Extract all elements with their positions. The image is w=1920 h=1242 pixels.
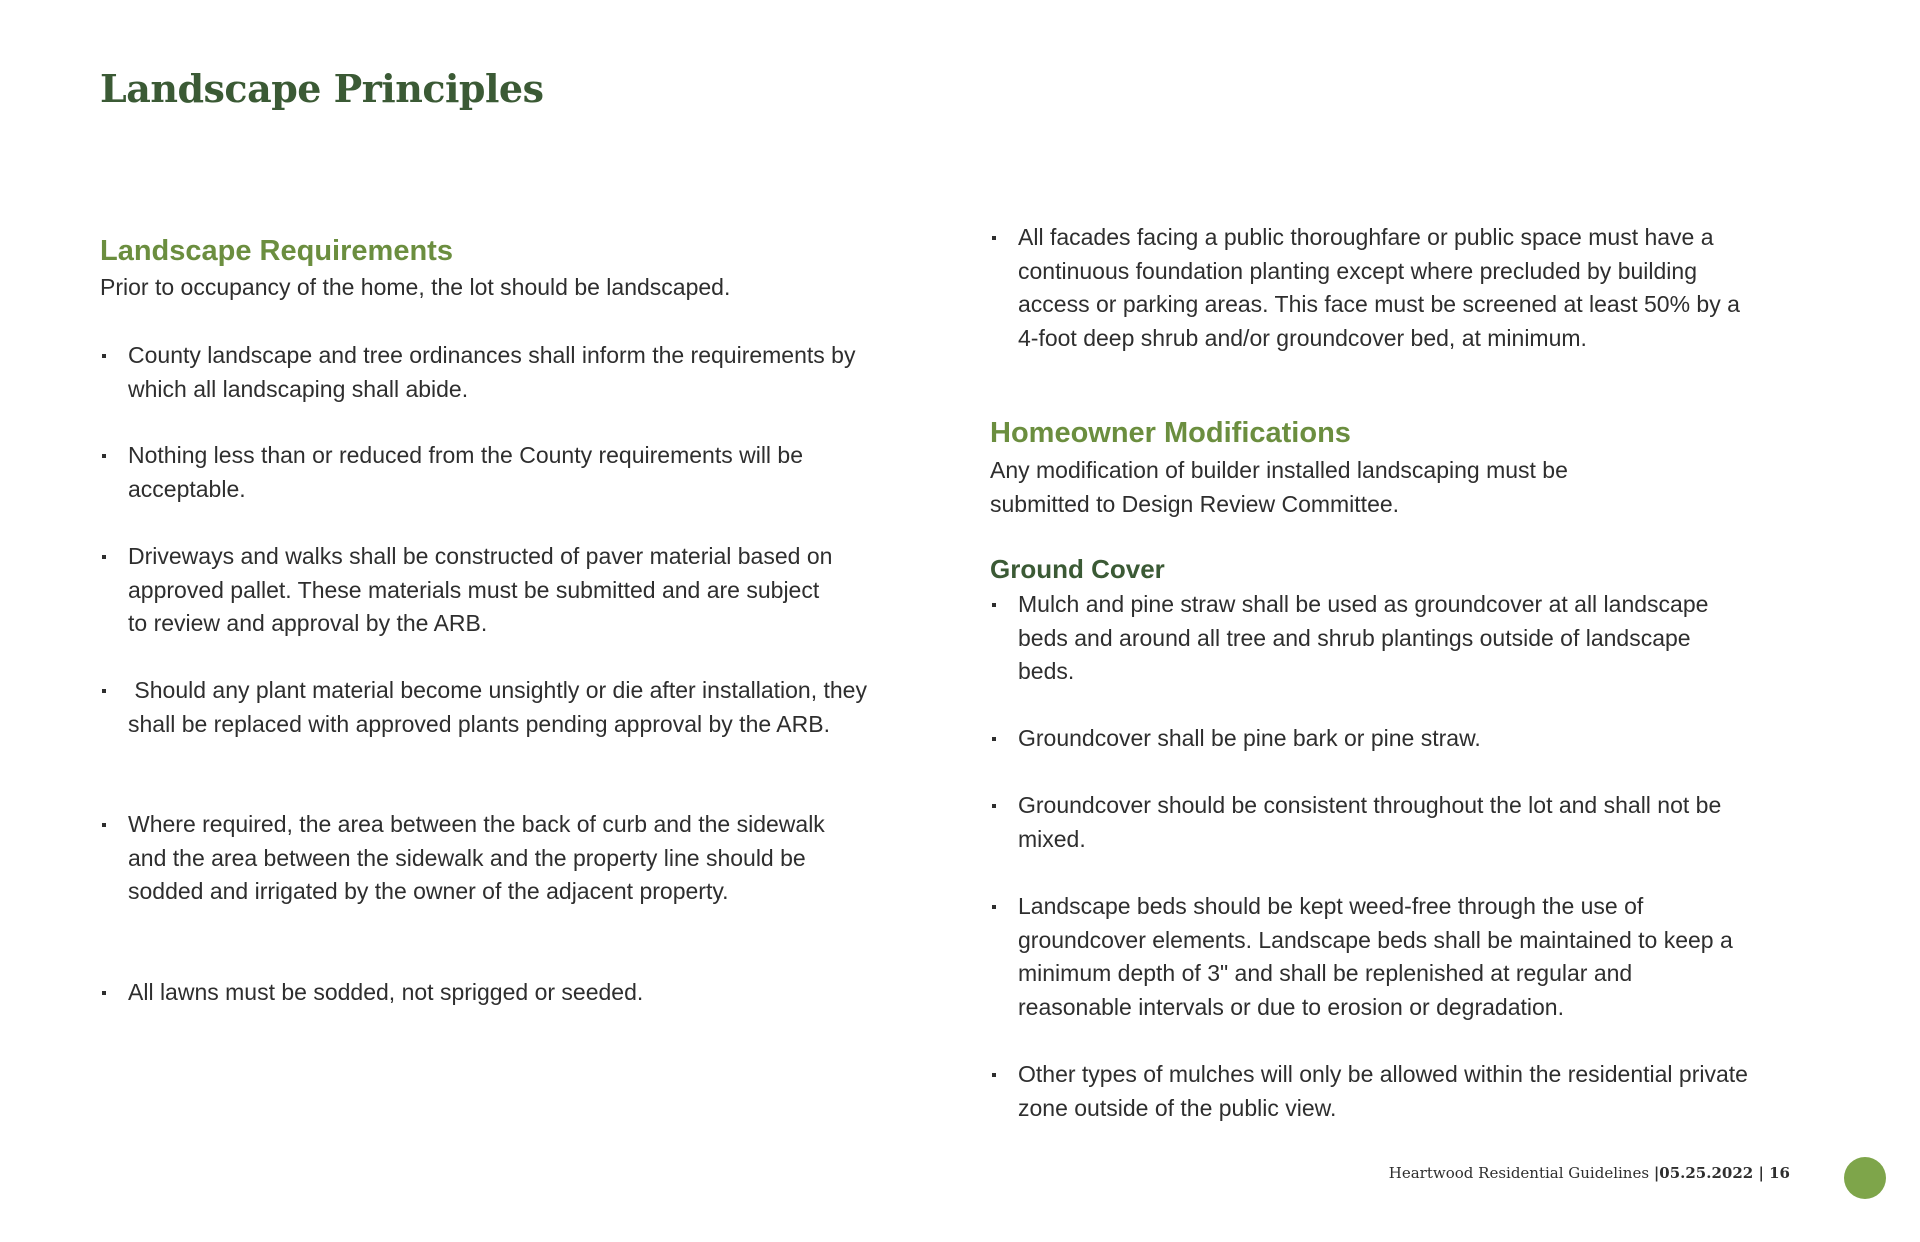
bullet-icon [992,804,996,808]
ground-cover-item-1 [990,588,1750,689]
page-title: Landscape Principles [100,66,544,111]
list-item-text: Groundcover should be consistent throughout the lot and shall not be mixed. [1018,792,1722,852]
page-marker-circle-icon [1844,1157,1886,1199]
footer-page-number: | 16 [1753,1164,1790,1182]
ground-cover-item-5 [990,1058,1750,1125]
bullet-icon [102,823,106,827]
list-item-text: Mulch and pine straw shall be used as groundcover at all landscape beds and around all tree and shrub plantings outside of landscape beds. [1018,591,1709,684]
bullet-icon [992,603,996,607]
list-item [100,976,860,1010]
landscape-requirements-item-2 [100,439,860,506]
landscape-requirements-item-6 [100,976,860,1010]
landscape-requirements-intro: Prior to occupancy of the home, the lot should be landscaped. [100,274,731,300]
footer-date: |05.25.2022 [1653,1164,1754,1182]
ground-cover-item-2 [990,722,1750,756]
list-item-text: Should any plant material become unsightly or die after installation, they shall be replaced with approved plants pending approval by the ARB. [128,677,874,737]
landscape-requirements-heading: Landscape Requirements [100,235,453,267]
list-item [990,221,1750,355]
page-footer [1389,1164,1790,1182]
list-item [990,1058,1750,1125]
footer-document-name: Heartwood Residential Guidelines [1388,1164,1654,1182]
homeowner-modifications-text: Any modification of builder installed landscaping must be submitted to Design Review Committee. [990,457,1568,517]
list-item-text: All lawns must be sodded, not sprigged or seeded. [128,979,644,1005]
landscape-requirements-item-4 [100,674,874,741]
bullet-icon [102,689,106,693]
list-item-text: Driveways and walks shall be constructed of paver material based on approved pallet. These materials must be submitted and are subject to review and approval by the ARB. [128,543,833,636]
bullet-icon [992,1073,996,1077]
list-item [100,540,840,641]
bullet-icon [102,555,106,559]
bullet-icon [992,905,996,909]
list-item-text: Other types of mulches will only be allowed within the residential private zone outside of the public view. [1018,1061,1748,1121]
list-item-text: Nothing less than or reduced from the County requirements will be acceptable. [128,442,804,502]
homeowner-modifications-heading: Homeowner Modifications [990,417,1351,449]
list-item [100,339,860,406]
landscape-requirements-item-3 [100,540,840,641]
list-item-text: Where required, the area between the back of curb and the sidewalk and the area between the sidewalk and the property line should be sodded and irrigated by the owner of the adjacent property. [128,811,825,904]
list-item [990,588,1750,689]
list-item [990,722,1750,756]
ground-cover-item-3 [990,789,1750,856]
landscape-requirements-item-5 [100,808,860,909]
bullet-icon [992,737,996,741]
facade-planting-item [990,221,1750,355]
ground-cover-item-4 [990,890,1750,1024]
list-item [990,789,1750,856]
list-item [100,808,860,909]
bullet-icon [992,236,996,240]
bullet-icon [102,354,106,358]
list-item-text: Landscape beds should be kept weed-free through the use of groundcover elements. Landscape beds shall be maintained to keep a minimum depth of 3" and shall be replenished at regular and reasonable intervals or due to erosion or degradation. [1018,893,1733,1020]
bullet-icon [102,991,106,995]
ground-cover-heading: Ground Cover [990,554,1165,584]
landscape-requirements-item-1 [100,339,860,406]
list-item-text: County landscape and tree ordinances shall inform the requirements by which all landscaping shall abide. [128,342,856,402]
list-item [100,439,860,506]
list-item [990,890,1750,1024]
list-item-text: Groundcover shall be pine bark or pine straw. [1018,725,1481,751]
list-item-text: All facades facing a public thoroughfare or public space must have a continuous foundation planting except where precluded by building access or parking areas. This face must be screened at least 50% by a 4-foot deep shrub and/or groundcover bed, at minimum. [1018,224,1740,351]
list-item [100,674,874,741]
bullet-icon [102,454,106,458]
